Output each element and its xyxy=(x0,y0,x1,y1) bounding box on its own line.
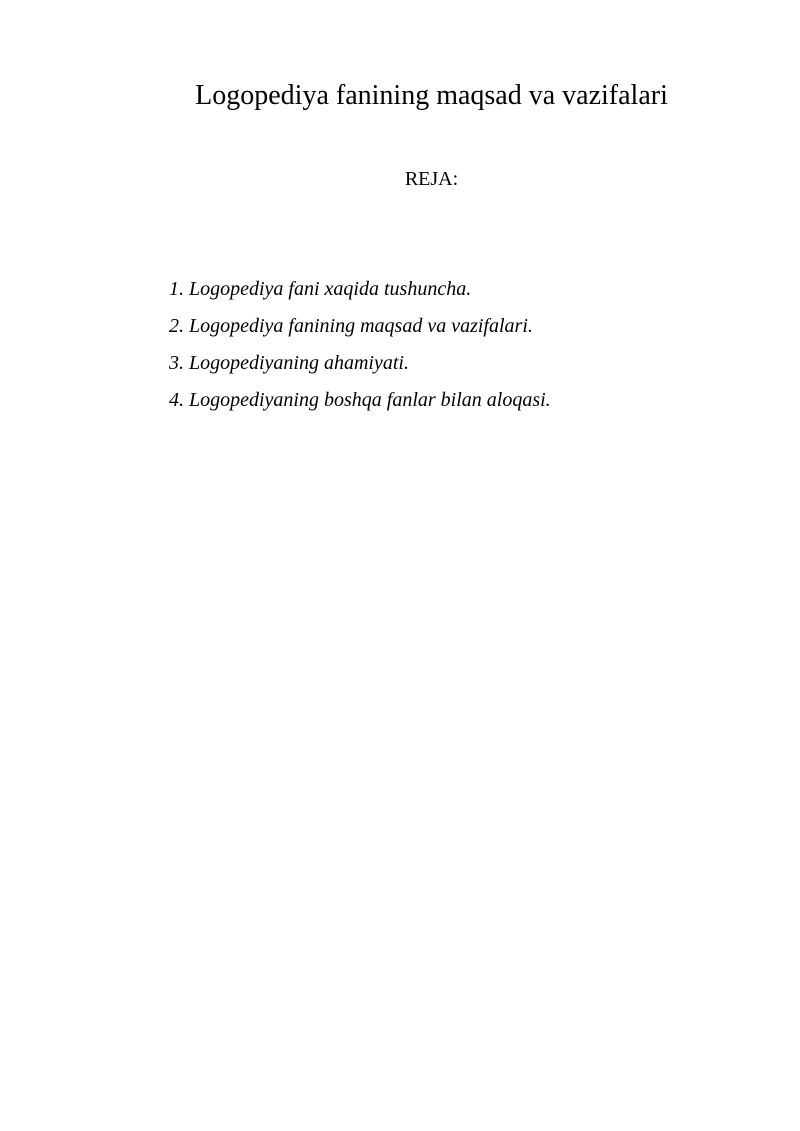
document-title: Logopediya fanining maqsad va vazifalari xyxy=(195,80,668,111)
plan-item-2: 2. Logopediya fanining maqsad va vazifalari. xyxy=(169,315,533,337)
plan-item-1: 1. Logopediya fani xaqida tushuncha. xyxy=(169,278,472,300)
plan-item-4: 4. Logopediyaning boshqa fanlar bilan aloqasi. xyxy=(169,389,551,411)
plan-item-3: 3. Logopediyaning ahamiyati. xyxy=(169,352,409,374)
plan-heading: REJA: xyxy=(404,168,459,190)
plan-list xyxy=(169,275,551,423)
